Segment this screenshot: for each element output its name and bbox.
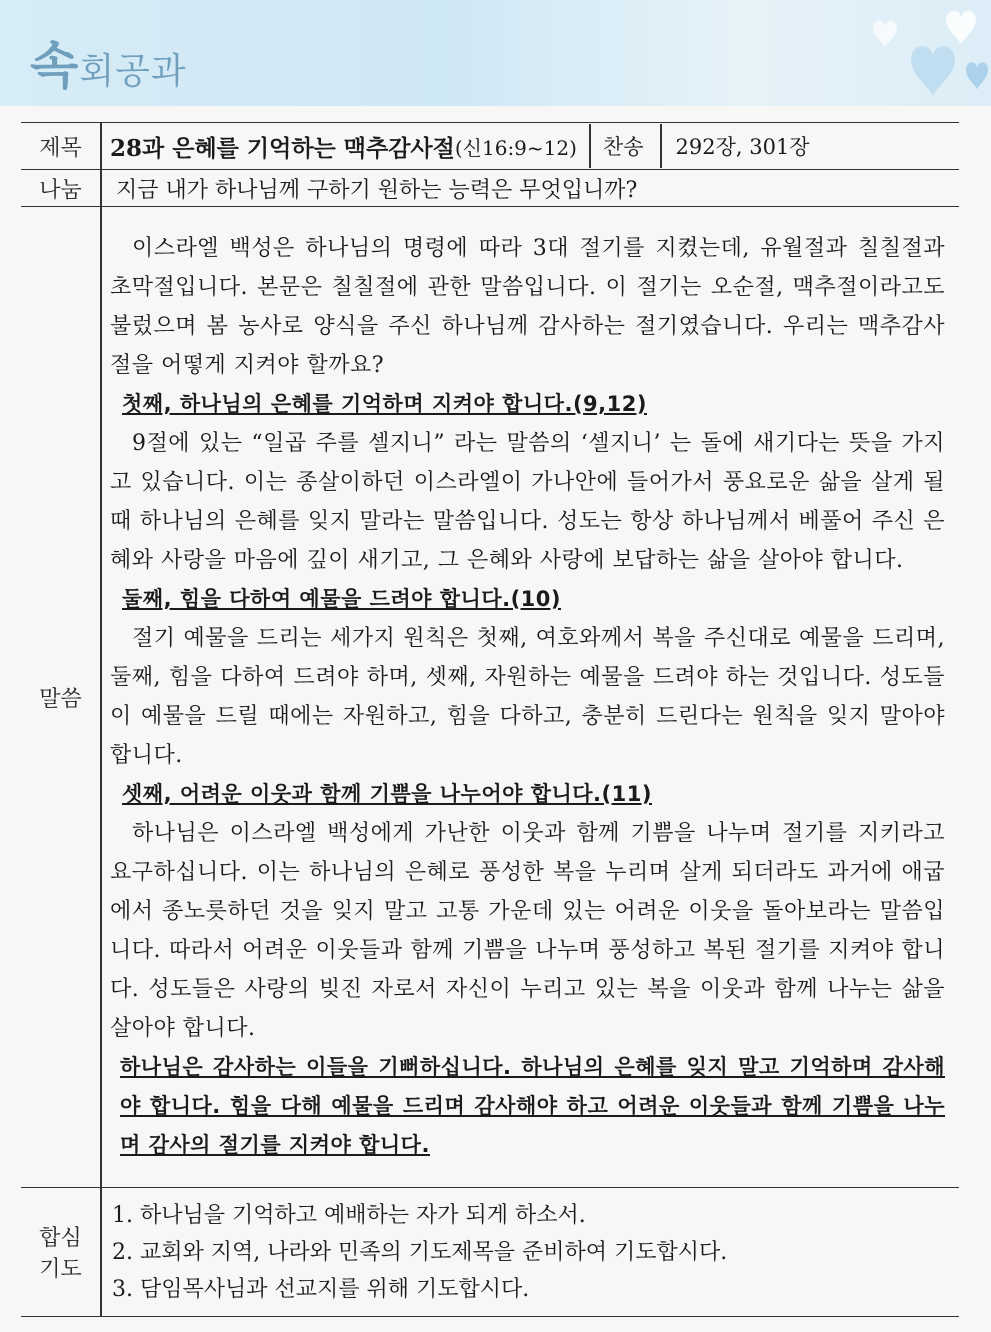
- sermon-body: [102, 229, 959, 1165]
- point-1-body: 9절에 있는 “일곱 주를 셀지니” 라는 말씀의 ‘셀지니’ 는 돌에 새기다는 뜻을 가지고 있습니다. 이는 종살이하던 이스라엘이 가나안에 들어가서 풍요로운 삶을 살게 될 때 하나님의 은혜를 잊지 말라는 말씀입니다. 성도는 항상 하나님께서 베풀어 주신 은혜와 사랑을 마음에 깊이 새기고, 그 은혜와 사랑에 보답하는 삶을 살아야 합니다.: [110, 431, 945, 573]
- point-3-body: 하나님은 이스라엘 백성에게 가난한 이웃과 함께 기쁨을 나누며 절기를 지키라고 요구하십니다. 이는 하나님의 은혜로 풍성한 복을 누리며 살게 되더라도 과거에 애굽에서 종노릇하던 것을 잊지 말고 고통 가운데 있는 어려운 이웃을 돌아보라는 말씀입니다. 따라서 어려운 이웃들과 함께 기쁨을 나누며 풍성하고 복된 절기를 지켜야 합니다. 성도들은 사랑의 빚진 자로서 자신이 누리고 있는 복을 이웃과 함께 나누는 삶을 살아야 합니다.: [110, 821, 945, 1041]
- hearts-decoration-icon: [761, 0, 991, 106]
- scripture-reference: (신16:9~12): [454, 135, 577, 160]
- hymn-label: 찬송: [602, 135, 644, 159]
- title-label: 제목: [21, 123, 101, 170]
- share-row: [21, 170, 959, 207]
- prayer-label: [21, 1188, 101, 1317]
- page-title: [30, 26, 187, 98]
- point-2-heading: 둘째, 힘을 다하여 예물을 드려야 합니다.(10): [122, 587, 562, 611]
- sermon-conclusion: 하나님은 감사하는 이들을 기뻐하십니다. 하나님의 은혜를 잊지 말고 기억하며 감사해야 합니다. 힘을 다해 예물을 드리며 감사해야 하고 어려운 이웃들과 함께 기쁨을 나누며 감사의 절기를 지켜야 합니다.: [120, 1055, 945, 1157]
- sermon-row: [21, 207, 959, 1188]
- prayer-item: 3. 담임목사님과 선교지를 위해 기도합시다.: [112, 1276, 530, 1302]
- prayer-item: 2. 교회와 지역, 나라와 민족의 기도제목을 준비하여 기도합시다.: [112, 1239, 728, 1265]
- share-question: 지금 내가 하나님께 구하기 원하는 능력은 무엇입니까?: [116, 177, 638, 203]
- sermon-label: 말씀: [21, 207, 101, 1188]
- page-title-first-char: 속: [30, 37, 80, 95]
- share-label: 나눔: [21, 170, 101, 207]
- point-3-heading: 셋째, 어려운 이웃과 함께 기쁨을 나누어야 합니다.(11): [122, 782, 652, 806]
- prayer-row: [21, 1188, 959, 1317]
- title-row: [21, 123, 959, 170]
- prayer-item: 1. 하나님을 기억하고 예배하는 자가 되게 하소서.: [112, 1202, 586, 1228]
- prayer-label-line-2: 기도: [39, 1257, 82, 1282]
- lesson-title: 28과 은혜를 기억하는 맥추감사절: [110, 134, 455, 162]
- point-1-heading: 첫째, 하나님의 은혜를 기억하며 지켜야 합니다.(9,12): [122, 392, 647, 416]
- column-divider: [660, 124, 662, 168]
- lesson-table: [21, 122, 959, 1317]
- sermon-intro: 이스라엘 백성은 하나님의 명령에 따라 3대 절기를 지켰는데, 유월절과 칠칠절과 초막절입니다. 본문은 칠칠절에 관한 말씀입니다. 이 절기는 오순절, 맥추절이라고도 불렀으며 봄 농사로 양식을 주신 하나님께 감사하는 절기였습니다. 우리는 맥추감사절을 어떻게 지켜야 할까요?: [110, 236, 945, 378]
- hymn-numbers: 292장, 301장: [675, 135, 810, 159]
- column-divider: [589, 124, 591, 168]
- point-2-body: 절기 예물을 드리는 세가지 원칙은 첫째, 여호와께서 복을 주신대로 예물을 드리며, 둘째, 힘을 다하여 드려야 하며, 셋째, 자원하는 예물을 드려야 하는 것입니다. 성도들이 예물을 드릴 때에는 자원하고, 힘을 다하고, 충분히 드린다는 원칙을 잊지 말아야 합니다.: [110, 626, 945, 768]
- prayer-list: [102, 1197, 959, 1308]
- prayer-label-line-1: 합심: [39, 1226, 82, 1251]
- page-title-rest: 회공과: [79, 51, 187, 92]
